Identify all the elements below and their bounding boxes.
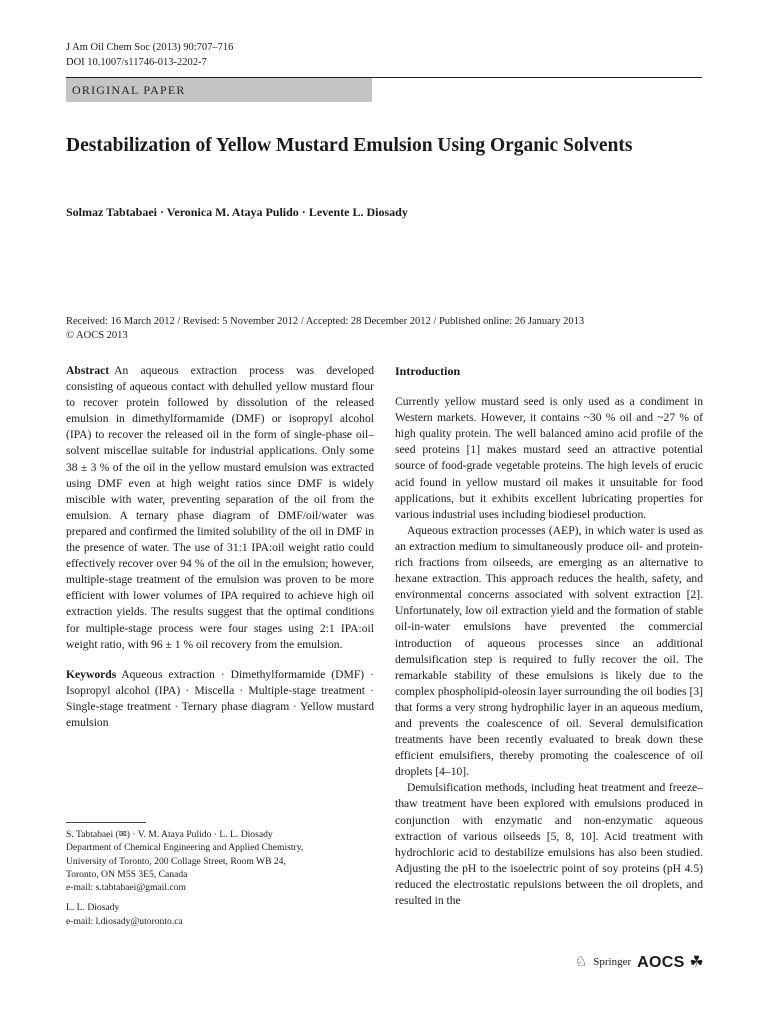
doi[interactable]: DOI 10.1007/s11746-013-2202-7 xyxy=(66,57,207,68)
affiliation-block-2 xyxy=(66,901,376,928)
keywords-text: Aqueous extraction · Dimethylformamide (DMF) · Isopropyl alcohol (IPA) · Miscella · Multiple-stage treatment · Single-stage treatment · Ternary phase diagram · Yellow mustard emulsion xyxy=(66,667,374,729)
affiliation-authors: S. Tabtabaei (✉) · V. M. Ataya Pulido · L. L. Diosady xyxy=(66,829,273,840)
publisher-logos xyxy=(575,952,704,972)
paper-title: Destabilization of Yellow Mustard Emulsion Using Organic Solvents xyxy=(66,135,633,156)
journal-citation: J Am Oil Chem Soc (2013) 90:707–716 xyxy=(66,42,234,53)
springer-logo: Springer xyxy=(593,956,632,968)
publication-history xyxy=(66,315,706,343)
abstract-text: An aqueous extraction process was developed consisting of aqueous contact with dehulled yellow mustard flour to recover protein followed by dissolution of the released emulsion in dimethylformamide (DMF) or isopropyl alcohol (IPA) to recover the released oil in the form of single-phase oil–solvent miscellae suitable for industrial applications. Only some 38 ± 3 % of the oil in the yellow mustard emulsion was extracted using DMF even at high weight ratios since DMF is widely miscible with water, preventing separation of the oil from the emulsion. A ternary phase diagram of DMF/oil/water was prepared and confirmed the limited solubility of the oil in DMF in the presence of water. The use of 31:1 IPA:oil weight ratio could effectively recover over 94 % of the oil in the emulsion; however, multiple-stage treatment of the emulsion was proven to be more efficient with lower volumes of IPA required to achieve high oil extraction yields. The results suggest that the optimal conditions for multiple-stage process were four stages using 2:1 IPA:oil weight ratio, with 96 ± 1 % oil recovery from the emulsion. xyxy=(66,364,374,651)
abstract xyxy=(66,363,374,653)
aocs-logo: AOCS ☘ xyxy=(637,954,704,971)
abstract-label: Abstract xyxy=(66,364,110,377)
introduction-heading: Introduction xyxy=(395,364,461,378)
right-column xyxy=(395,363,703,909)
keywords-label: Keywords xyxy=(66,667,117,681)
affiliation-author-2: L. L. Diosady xyxy=(66,902,120,914)
history-dates: Received: 16 March 2012 / Revised: 5 November 2012 / Accepted: 28 December 2012 / Published online: 26 January 2013 xyxy=(66,316,585,327)
affiliation-university: University of Toronto, 200 Collage Street, Room WB 24, xyxy=(66,855,286,867)
intro-paragraph-3: Demulsification methods, including heat treatment and freeze–thaw treatment have been explored with emulsions produced in conjunction with enzymatic and non-enzymatic aqueous extraction of various oilseeds [5, 8, 10]. Acid treatment with hydrochloric acid to destabilize emulsions has also been studied. Adjusting the pH to the isoelectric point of soy proteins (pH 4.5) reduced the electrostatic repulsions between the oil droplets, and resulted in the xyxy=(395,781,703,907)
affiliation-block-1 xyxy=(66,828,376,894)
author-affiliations xyxy=(66,828,376,935)
affiliation-email[interactable]: e-mail: s.tabtabaei@gmail.com xyxy=(66,882,186,894)
copyright-line: © AOCS 2013 xyxy=(66,330,128,341)
footnote-rule xyxy=(66,822,146,823)
intro-paragraph-2: Aqueous extraction processes (AEP), in which water is used as an extraction medium to simultaneously produce oil- and protein-rich fractions from oilseeds, are emerging as an alternative to hexane extraction. This approach reduces the health, safety, and environmental concerns associated with solvent extraction [2]. Unfortunately, low oil extraction yield and the formation of stable oil-in-water emulsions have prevented the commercial introduction of aqueous processes since an additional demulsification step is required to fully recover the oil. The remarkable stability of these emulsions is likely due to the complex phospholipid-oleosin layer surrounding the oil bodies [3] that forms a very strong hydrophilic layer in an aqueous medium, and prevents the coalescence of oil. Several demulsification treatments have been recently evaluated to break down these efficient emulsifiers, thereby promoting the coalescence of oil droplets [4–10]. xyxy=(395,523,703,779)
springer-horse-icon: ♘ xyxy=(574,954,588,970)
intro-paragraph-1: Currently yellow mustard seed is only used as a condiment in Western markets. However, it contains ~30 % oil and ~27 % of high quality protein. The well balanced amino acid profile of the seed proteins [1] makes mustard seed an attractive potential source of food-grade vegetable proteins. The high levels of erucic acid found in yellow mustard oil makes it unsuitable for food applications, but it exhibits excellent lubricating properties for various industrial uses including biodiesel production. xyxy=(395,395,703,521)
affiliation-city: Toronto, ON M5S 3E5, Canada xyxy=(66,868,188,880)
keywords xyxy=(66,667,374,731)
author-list: Solmaz Tabtabaei · Veronica M. Ataya Pulido · Levente L. Diosady xyxy=(66,205,408,219)
affiliation-department: Department of Chemical Engineering and Applied Chemistry, xyxy=(66,842,304,854)
journal-meta xyxy=(66,40,233,70)
left-column xyxy=(66,363,374,731)
paper-type-banner: ORIGINAL PAPER xyxy=(66,78,372,102)
affiliation-email-2[interactable]: e-mail: l.diosady@utoronto.ca xyxy=(66,915,183,927)
